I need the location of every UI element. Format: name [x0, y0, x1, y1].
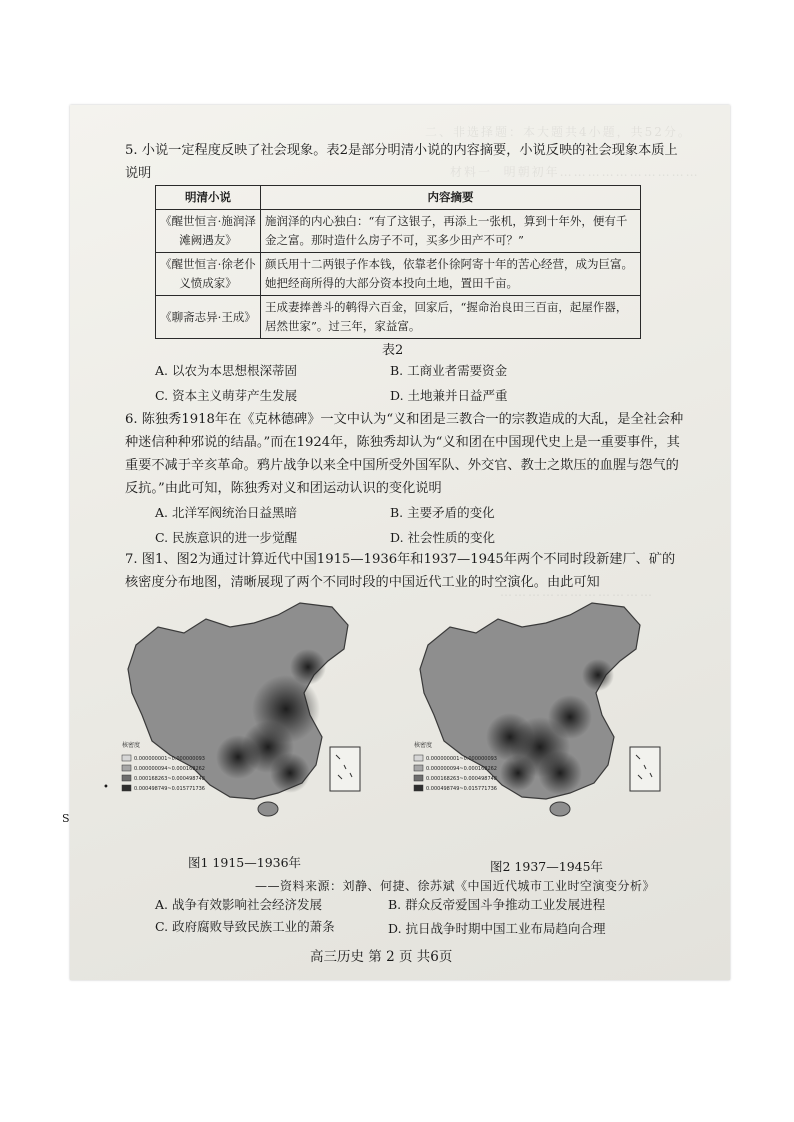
q5-option-d: D. 土地兼并日益严重 [390, 388, 508, 403]
table-2 [155, 185, 641, 339]
table-header-summary: 内容摘要 [261, 186, 641, 210]
table-cell-novel: 《醒世恒言·徐老仆义愤成家》 [156, 253, 261, 296]
table-row [156, 210, 641, 253]
table-cell-novel: 《醒世恒言·施润泽滩阙遇友》 [156, 210, 261, 253]
legend-swatch [414, 755, 423, 761]
table-header-novel: 明清小说 [156, 186, 261, 210]
table-cell-summary: 颜氏用十二两银子作本钱，依靠老仆徐阿寄十年的苦心经营，成为巨富。她把经商所得的大部分资本投向土地，置田千亩。 [261, 253, 641, 296]
question-6-stem: 6. 陈独秀1918年在《克林德碑》一文中认为“义和团是三教合一的宗教造成的大乱，是全社会种种迷信种种邪说的结晶。”而在1924年，陈独秀却认为“义和团在中国现代史上是一重要事件，其重要不减于辛亥革命。鸦片战争以来全中国所受外国军队、外交官、教士之欺压的血腥与怨气的反抗。”由此可知，陈独秀对义和团运动认识的变化说明 [125, 412, 684, 496]
table-cell-novel: 《聊斋志异·王成》 [156, 296, 261, 339]
south-china-sea-inset [630, 747, 660, 791]
q7-option-a: A. 战争有效影响社会经济发展 [155, 897, 322, 912]
legend-swatch [414, 765, 423, 771]
legend-label: 0.000498749~0.015771736 [134, 786, 205, 792]
q5-option-b: B. 工商业者需要资金 [390, 363, 508, 378]
legend-swatch [122, 785, 131, 791]
q7-option-d: D. 抗日战争时期中国工业布局趋向合理 [388, 921, 606, 936]
legend-label: 0.000498749~0.015771736 [426, 786, 497, 792]
figure-1-caption: 图1 1915—1936年 [188, 855, 302, 870]
q6-option-b: B. 主要矛盾的变化 [390, 505, 495, 520]
q5-option-a: A. 以农为本思想根深蒂固 [155, 363, 297, 378]
question-5-stem: 5. 小说一定程度反映了社会现象。表2是部分明清小说的内容摘要，小说反映的社会现象本质上说明 [125, 143, 678, 181]
legend-title: 核密度 [122, 742, 141, 749]
page-footer: 高三历史 第 2 页 共6页 [310, 949, 453, 965]
table-caption: 表2 [382, 343, 404, 358]
legend-swatch [122, 765, 131, 771]
q7-option-c: C. 政府腐败导致民族工业的萧条 [155, 919, 335, 934]
source-citation: ——资料来源：刘静、何捷、徐苏斌《中国近代城市工业时空演变分析》 [255, 879, 656, 893]
legend-swatch [414, 785, 423, 791]
margin-mark: S [62, 812, 70, 825]
margin-dot: • [103, 782, 109, 793]
q6-option-c: C. 民族意识的进一步觉醒 [155, 530, 298, 545]
q5-option-c: C. 资本主义萌芽产生发展 [155, 388, 298, 403]
legend-label: 0.000000001~0.000000093 [134, 756, 205, 762]
legend-swatch [122, 775, 131, 781]
figure-2-map [410, 597, 680, 837]
legend-swatch [414, 775, 423, 781]
q6-option-a: A. 北洋军阀统治日益黑暗 [155, 505, 297, 520]
q7-option-b: B. 群众反帝爱国斗争推动工业发展进程 [388, 897, 606, 912]
table-cell-summary: 王成妻捧善斗的鹌得六百金，回家后，“握命治良田三百亩，起屋作器，居然世家”。过三年，家益富。 [261, 296, 641, 339]
question-7-stem: 7. 图1、图2为通过计算近代中国1915—1936年和1937—1945年两个不同时段新建厂、矿的核密度分布地图，清晰展现了两个不同时段的中国近代工业的时空演化。由此可知 [125, 552, 676, 590]
legend-label: 0.000000094~0.000168262 [134, 766, 205, 772]
legend-label: 0.000168263~0.000498748 [426, 776, 497, 782]
legend-label: 0.000168263~0.000498748 [134, 776, 205, 782]
legend-label: 0.000000094~0.000168262 [426, 766, 497, 772]
figure-2-caption: 图2 1937—1945年 [490, 859, 604, 874]
table-row [156, 296, 641, 339]
figure-1-map [118, 597, 368, 837]
table-cell-summary: 施润泽的内心独白：“有了这银子，再添上一张机，算到十年外，便有千金之富。那时造什么房子不可，买多少田产不可？” [261, 210, 641, 253]
legend-label: 0.000000001~0.000000093 [426, 756, 497, 762]
south-china-sea-inset [330, 747, 360, 791]
table-row [156, 253, 641, 296]
legend-swatch [122, 755, 131, 761]
q6-option-d: D. 社会性质的变化 [390, 530, 496, 545]
exam-page-photo: 二、非选择题：本大题共4小题，共52分。 材料一 明朝初年………………………… …………………………… 5. 小说一定程度反映了社会现象。表2是部分明清小说的内容摘要，小说反映的社会现象本质上说明 明清小说 内容摘要 《醒世恒言·施润泽滩阙遇友》 施润泽的内心独白：“有了这银子，再添上一张机，算到十年外，便有千金之富。那时造什么房子不可，买多少田产不可？” 《醒世恒言·徐老仆义愤成家》 颜氏用十二两银子作本钱，依靠老仆徐阿寄十年的苦心经营，成为巨富。她把经商所得的大部分资本投向土地，置田千亩。 《聊斋志异·王成》 王成妻捧善斗的鹌得六百金，回家后，“握命治良田三百亩，起屋作器，居然世家”。过三年，家益富。 表2 A. 以农为本思想根深蒂固 B. 工商业者需要资金 C. 资本主义萌芽产生发展 D. 土地兼并日益严重 6. 陈独秀1918年在《克林德碑》一文中认为“义和团是三教合一的宗教造成的大乱，是全社会种种迷信种种邪说的结晶。”而在1924年，陈独秀却认为“义和团在中国现代史上是一重要事件，其重要不减于辛亥革命。鸦片战争以来全中国所受外国军队、外交官、教士之欺压的血腥与怨气的反抗。”由此可知，陈独秀对义和团运动认识的变化说明 A. 北洋军阀统治日益黑暗 B. 主要矛盾的变化 C. 民族意识的进一步觉醒 D. 社会性质的变化 7. 图1、图2为通过计算近代中国1915—1936年和1937—1945年两个不同时段新建厂、矿的核密度分布地图，清晰展现了两个不同时段的中国近代工业的时空演化。由此可知 核密度 0.000000001~0.000000093 0.000000094~0.000168262 0.000168263~0.000498748 0.000498749~0.015771736 核密度 0.000000001~0.000000093 0.000000094~0.000168262 0.000168263~0.000498748 0.000498749~0.015771736 图1 1915—1936年 图2 1937—1945年 ——资料来源：刘静、何捷、徐苏斌《中国近代城市工业时空演变分析》 A. 战争有效影响社会经济发展 B. 群众反帝爱国斗争推动工业发展进程 C. 政府腐败导致民族工业的萧条 D. 抗日战争时期中国工业布局趋向合理 高三历史 第 2 页 共6页 [70, 105, 730, 980]
legend-title: 核密度 [414, 742, 433, 749]
